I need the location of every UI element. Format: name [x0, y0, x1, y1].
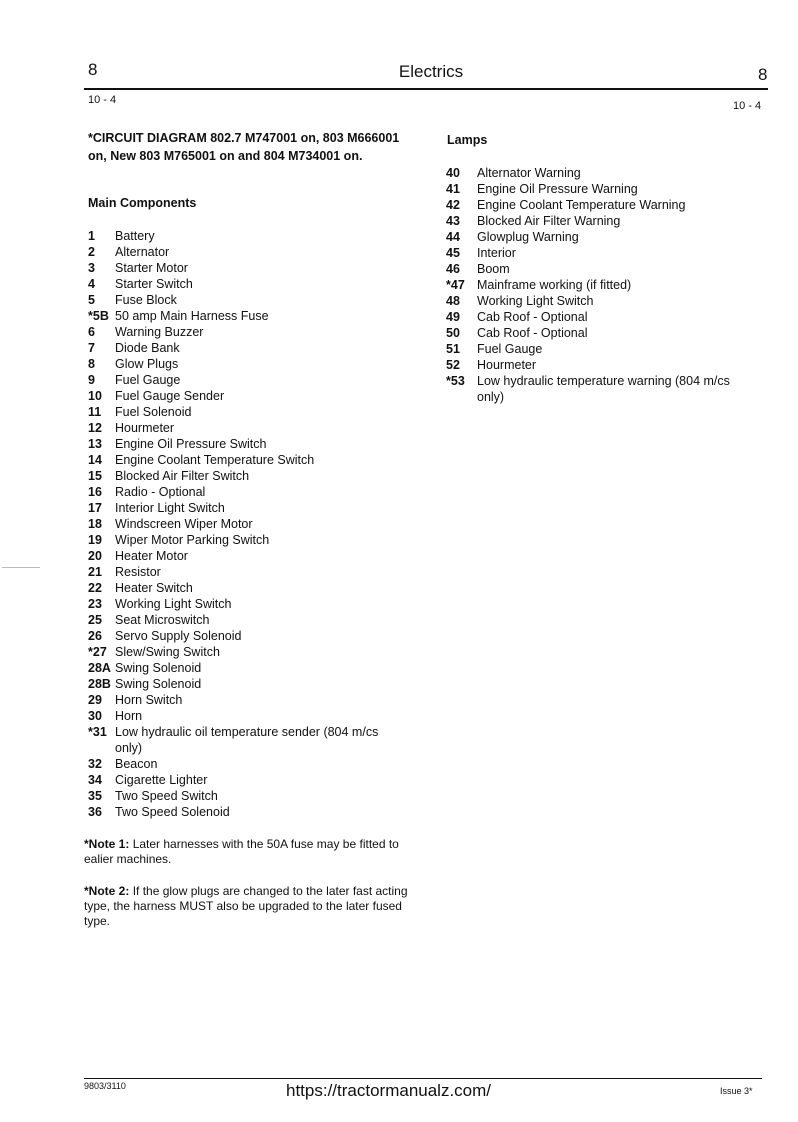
lamp-item — [446, 277, 756, 293]
component-item-number: 23 — [88, 597, 102, 611]
component-item-label: Working Light Switch — [115, 597, 232, 611]
lamp-item-label: Mainframe working (if fitted) — [477, 278, 632, 292]
footer-rule — [84, 1078, 762, 1079]
document-code: 9803/3110 — [84, 1081, 126, 1091]
lamp-item-number: 49 — [446, 310, 460, 324]
page-title: Electrics — [398, 62, 464, 81]
component-item — [88, 436, 408, 452]
component-item — [88, 356, 408, 372]
component-item-label: Engine Oil Pressure Switch — [115, 437, 267, 451]
component-item — [88, 612, 408, 628]
component-item-label: Alternator — [115, 245, 170, 259]
component-item-label: Slew/Swing Switch — [115, 645, 220, 659]
lamp-item-number: 51 — [446, 342, 460, 356]
component-item-number: 4 — [88, 277, 95, 291]
component-item-label: Wiper Motor Parking Switch — [115, 533, 270, 547]
component-item-label: Fuel Gauge Sender — [115, 389, 225, 403]
component-item-number: 6 — [88, 325, 95, 339]
component-item — [88, 548, 408, 564]
component-item-number: 29 — [88, 693, 102, 707]
component-item-label: Interior Light Switch — [115, 501, 225, 515]
chapter-number-right: 8 — [758, 65, 768, 84]
lamp-item-label: Blocked Air Filter Warning — [477, 214, 621, 228]
component-item — [88, 372, 408, 388]
component-item — [88, 500, 408, 516]
lamp-item-number: 44 — [446, 230, 460, 244]
lamp-item — [446, 245, 756, 261]
component-item-number: 11 — [88, 405, 102, 419]
component-item-number: 5 — [88, 293, 95, 307]
component-item-label: Engine Coolant Temperature Switch — [115, 453, 315, 467]
lamp-item — [446, 309, 756, 325]
component-item-number: *27 — [88, 645, 107, 659]
component-item-label: Seat Microswitch — [115, 613, 210, 627]
component-item-label: 50 amp Main Harness Fuse — [115, 309, 269, 323]
component-item — [88, 244, 408, 260]
component-item-number: 35 — [88, 789, 102, 803]
footer-url[interactable]: https://tractormanualz.com/ — [286, 1081, 492, 1100]
lamp-item-label: Low hydraulic temperature warning (804 m/cs only) — [477, 374, 730, 404]
lamp-item-label: Cab Roof - Optional — [477, 326, 588, 340]
lamp-item-label: Working Light Switch — [477, 294, 594, 308]
lamps-list — [446, 165, 756, 405]
component-item-label: Swing Solenoid — [115, 677, 202, 691]
section-number-right: 10 - 4 — [733, 100, 762, 112]
component-item-label: Starter Switch — [115, 277, 193, 291]
component-item-number: 7 — [88, 341, 95, 355]
lamp-item-number: 42 — [446, 198, 460, 212]
component-item-number: 3 — [88, 261, 95, 275]
component-item-number: 19 — [88, 533, 102, 547]
component-item-number: 1 — [88, 229, 95, 243]
component-item-label: Low hydraulic oil temperature sender (804 m/cs only) — [115, 725, 379, 755]
component-item-number: 15 — [88, 469, 102, 483]
component-item-label: Starter Motor — [115, 261, 188, 275]
lamp-item-number: *47 — [446, 278, 465, 292]
lamp-item-label: Hourmeter — [477, 358, 537, 372]
component-item — [88, 228, 408, 244]
lamps-heading: Lamps — [447, 133, 488, 147]
component-item-number: 28A — [88, 661, 111, 675]
section-number-left: 10 - 4 — [88, 94, 117, 106]
component-item — [88, 308, 408, 324]
component-item-number: 20 — [88, 549, 102, 563]
chapter-number-left: 8 — [88, 60, 98, 79]
component-item-label: Fuel Gauge — [115, 373, 181, 387]
component-item — [88, 804, 408, 820]
component-item-number: 13 — [88, 437, 102, 451]
component-item-number: 17 — [88, 501, 102, 515]
circuit-diagram-title: *CIRCUIT DIAGRAM 802.7 M747001 on, 803 M666001 on, New 803 M765001 on and 804 M734001 on. — [88, 131, 400, 163]
lamp-item — [446, 261, 756, 277]
header-rule — [84, 88, 768, 90]
component-item — [88, 692, 408, 708]
component-item — [88, 660, 408, 676]
component-item — [88, 676, 408, 692]
note-1 — [84, 837, 409, 867]
lamp-item-number: 46 — [446, 262, 460, 276]
component-item-number: 14 — [88, 453, 102, 467]
component-item — [88, 708, 408, 724]
component-item — [88, 276, 408, 292]
component-item-label: Battery — [115, 229, 155, 243]
component-item-number: 22 — [88, 581, 102, 595]
component-item — [88, 772, 408, 788]
lamp-item-label: Interior — [477, 246, 516, 260]
note-2-text: If the glow plugs are changed to the later fast acting type, the harness MUST also be upgraded to the later fused type. — [84, 884, 408, 928]
lamp-item-number: 48 — [446, 294, 460, 308]
component-item-number: 8 — [88, 357, 95, 371]
lamp-item-number: 41 — [446, 182, 460, 196]
lamp-item — [446, 373, 756, 405]
component-item-number: 30 — [88, 709, 102, 723]
note-2 — [84, 884, 409, 929]
lamp-item — [446, 341, 756, 357]
component-item-number: 36 — [88, 805, 102, 819]
component-item — [88, 388, 408, 404]
component-item-label: Fuel Solenoid — [115, 405, 192, 419]
component-item — [88, 260, 408, 276]
component-item-label: Diode Bank — [115, 341, 180, 355]
component-item — [88, 324, 408, 340]
component-item — [88, 420, 408, 436]
component-item-label: Blocked Air Filter Switch — [115, 469, 250, 483]
component-item-number: 2 — [88, 245, 95, 259]
lamp-item-number: 52 — [446, 358, 460, 372]
lamp-item — [446, 229, 756, 245]
note-1-text: Later harnesses with the 50A fuse may be fitted to ealier machines. — [84, 837, 399, 866]
note-1-prefix: *Note 1: — [84, 837, 130, 851]
component-item — [88, 644, 408, 660]
component-item-label: Resistor — [115, 565, 161, 579]
component-item-number: 10 — [88, 389, 102, 403]
component-item — [88, 484, 408, 500]
component-item-label: Two Speed Solenoid — [115, 805, 230, 819]
component-item — [88, 532, 408, 548]
component-item-label: Horn Switch — [115, 693, 183, 707]
component-item-number: 12 — [88, 421, 102, 435]
component-item-number: 34 — [88, 773, 102, 787]
component-item — [88, 628, 408, 644]
component-item-label: Heater Switch — [115, 581, 193, 595]
component-item — [88, 756, 408, 772]
lamp-item-label: Engine Oil Pressure Warning — [477, 182, 638, 196]
component-item-number: 26 — [88, 629, 102, 643]
note-2-prefix: *Note 2: — [84, 884, 130, 898]
component-item-label: Two Speed Switch — [115, 789, 218, 803]
component-item-number: 18 — [88, 517, 102, 531]
component-item-label: Warning Buzzer — [115, 325, 204, 339]
component-item — [88, 452, 408, 468]
lamp-item — [446, 325, 756, 341]
component-item — [88, 292, 408, 308]
component-item-number: 28B — [88, 677, 111, 691]
component-item-label: Cigarette Lighter — [115, 773, 208, 787]
component-item-label: Horn — [115, 709, 143, 723]
lamp-item — [446, 213, 756, 229]
component-item-label: Radio - Optional — [115, 485, 206, 499]
component-item-label: Swing Solenoid — [115, 661, 202, 675]
lamp-item-label: Engine Coolant Temperature Warning — [477, 198, 686, 212]
component-item — [88, 340, 408, 356]
component-item — [88, 596, 408, 612]
lamp-item-number: *53 — [446, 374, 465, 388]
component-item-label: Beacon — [115, 757, 158, 771]
component-item — [88, 580, 408, 596]
component-item-label: Hourmeter — [115, 421, 175, 435]
component-item-number: 32 — [88, 757, 102, 771]
component-item — [88, 468, 408, 484]
main-components-heading: Main Components — [88, 196, 197, 210]
lamp-item-number: 43 — [446, 214, 460, 228]
lamp-item-label: Boom — [477, 262, 510, 276]
lamp-item — [446, 293, 756, 309]
lamp-item-label: Alternator Warning — [477, 166, 581, 180]
main-components-list — [88, 228, 408, 820]
lamp-item — [446, 165, 756, 181]
lamp-item — [446, 357, 756, 373]
lamp-item-number: 50 — [446, 326, 460, 340]
component-item-number: 25 — [88, 613, 102, 627]
lamp-item-label: Fuel Gauge — [477, 342, 543, 356]
component-item — [88, 724, 408, 756]
component-item-label: Windscreen Wiper Motor — [115, 517, 253, 531]
component-item-number: 21 — [88, 565, 102, 579]
component-item-number: *31 — [88, 725, 107, 739]
margin-mark — [2, 567, 40, 568]
lamp-item-label: Cab Roof - Optional — [477, 310, 588, 324]
component-item-label: Fuse Block — [115, 293, 177, 307]
component-item — [88, 564, 408, 580]
lamp-item-number: 45 — [446, 246, 460, 260]
lamp-item-number: 40 — [446, 166, 460, 180]
issue-number: Issue 3* — [720, 1086, 753, 1096]
component-item — [88, 788, 408, 804]
lamp-item — [446, 197, 756, 213]
component-item-label: Glow Plugs — [115, 357, 179, 371]
component-item — [88, 516, 408, 532]
component-item-number: 16 — [88, 485, 102, 499]
lamp-item — [446, 181, 756, 197]
lamp-item-label: Glowplug Warning — [477, 230, 579, 244]
component-item-number: 9 — [88, 373, 95, 387]
component-item-label: Servo Supply Solenoid — [115, 629, 242, 643]
component-item-label: Heater Motor — [115, 549, 188, 563]
component-item-number: *5B — [88, 309, 109, 323]
component-item — [88, 404, 408, 420]
